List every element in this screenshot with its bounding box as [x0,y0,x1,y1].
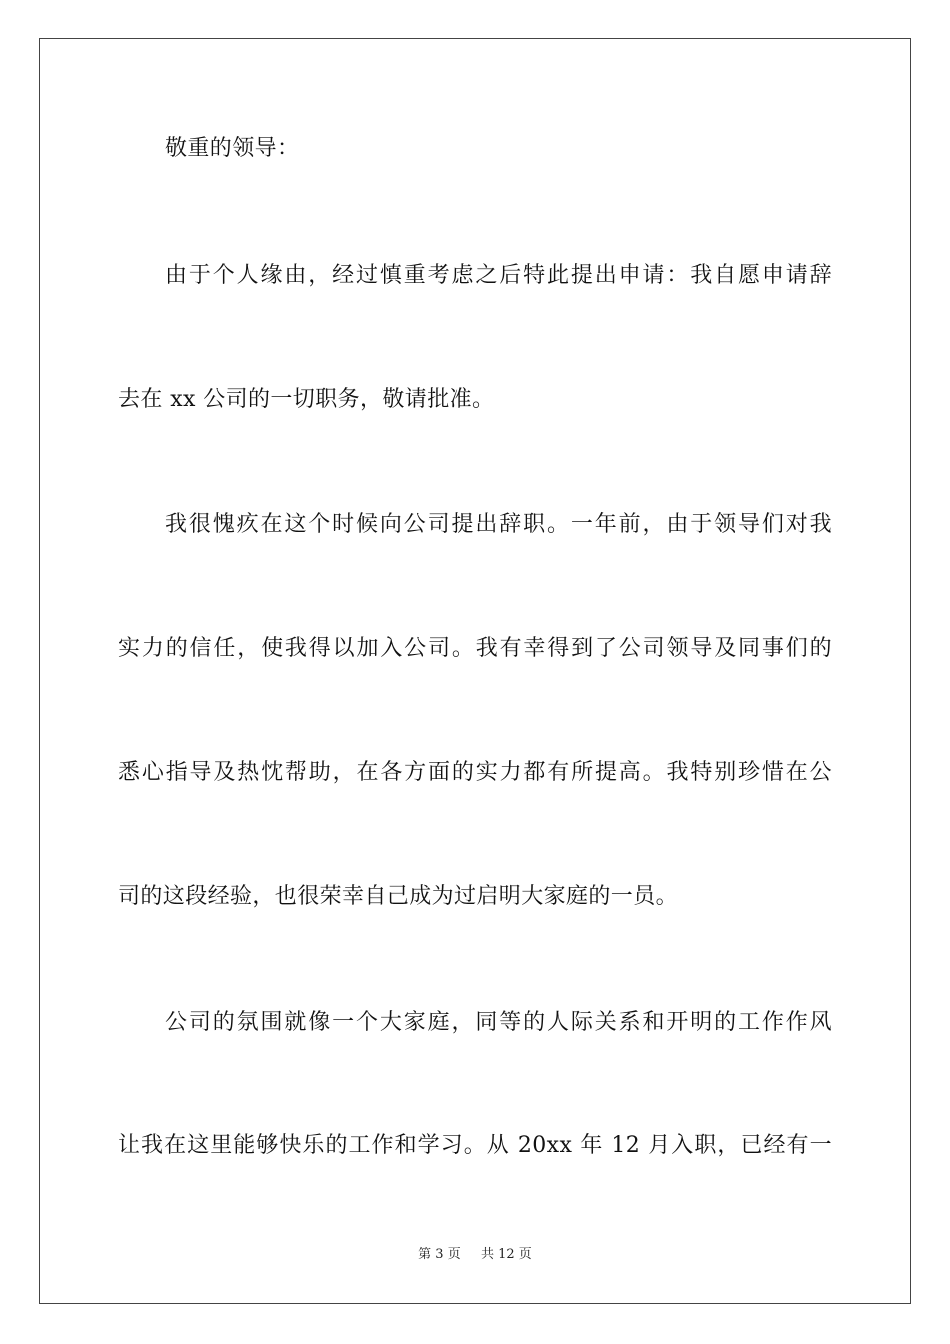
paragraph-3-line-1: 公司的氛围就像一个大家庭，同等的人际关系和开明的工作作风 [165,1010,832,1035]
page-border [39,38,911,1304]
paragraph-2-line-1: 我很愧疚在这个时候向公司提出辞职。一年前，由于领导们对我 [165,512,832,537]
paragraph-1-line-1: 由于个人缘由，经过慎重考虑之后特此提出申请：我自愿申请辞 [165,263,832,288]
page-footer [0,1246,950,1264]
page-number: 第 3 页 [418,1247,461,1262]
paragraph-1-line-2: 去在 xx 公司的一切职务，敬请批准。 [118,387,495,412]
total-pages: 共 12 页 [481,1247,532,1262]
salutation: 敬重的领导： [165,136,300,161]
paragraph-2-line-3: 悉心指导及热忱帮助，在各方面的实力都有所提高。我特别珍惜在公 [118,760,832,785]
paragraph-2-line-4: 司的这段经验，也很荣幸自己成为过启明大家庭的一员。 [118,884,679,909]
paragraph-2-line-2: 实力的信任，使我得以加入公司。我有幸得到了公司领导及同事们的 [118,636,832,661]
paragraph-3-line-2: 让我在这里能够快乐的工作和学习。从 20xx 年 12 月入职，已经有一 [118,1133,832,1158]
